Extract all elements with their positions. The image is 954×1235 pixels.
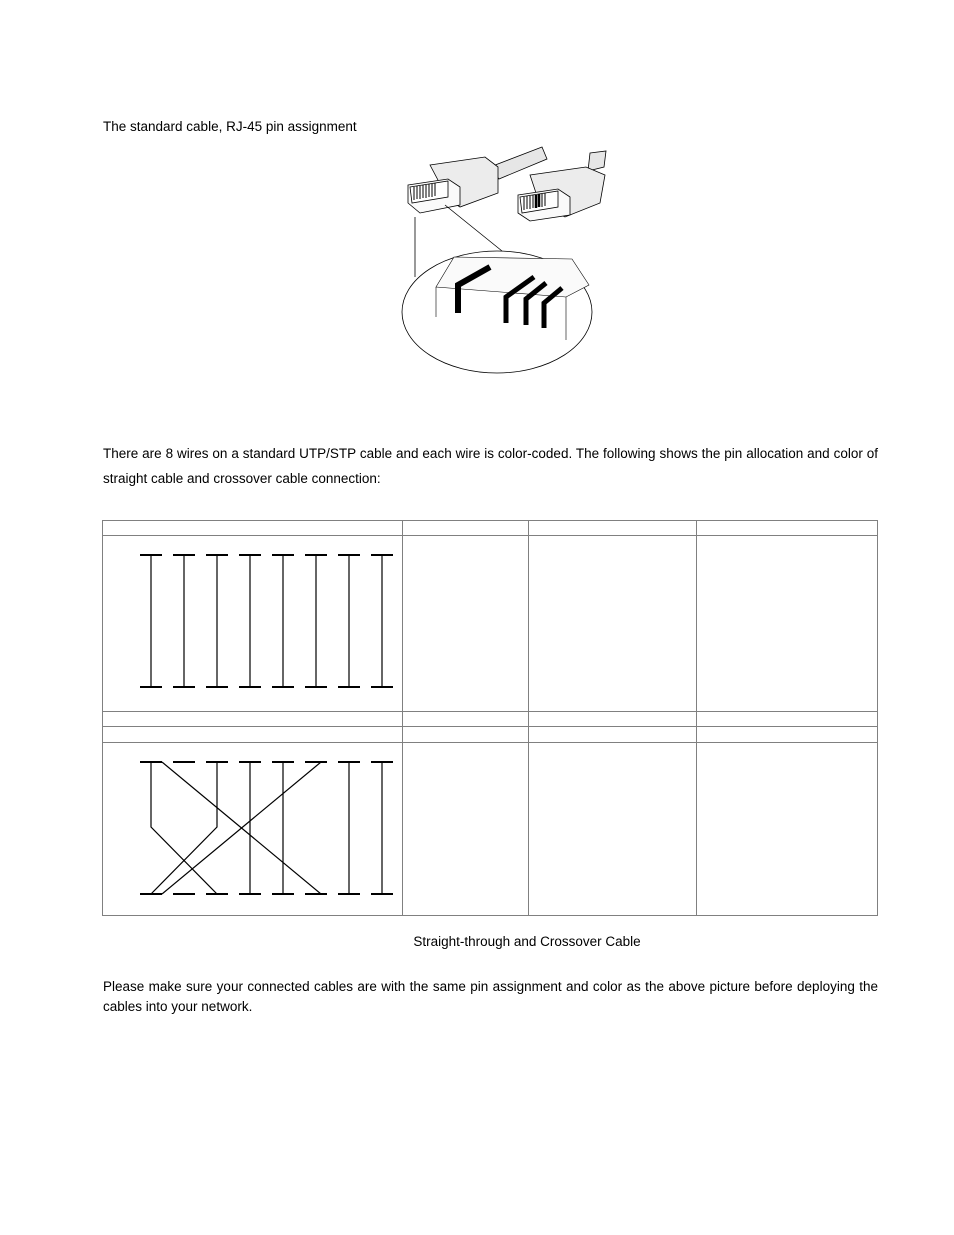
wire (151, 762, 217, 894)
rj45-connector-icon (390, 145, 610, 380)
paragraph-1: There are 8 wires on a standard UTP/STP cable and each wire is color-coded. The following shows the pin allocation and color of straight cable and crossover cable connection: (103, 446, 878, 486)
figure-caption: Straight-through and Crossover Cable (413, 934, 641, 949)
straight-through-diagram (140, 555, 393, 687)
pin-table (100, 518, 880, 920)
table-grid (103, 521, 878, 916)
paragraph-2: Please make sure your connected cables are with the same pin assignment and color as the above picture before deploying the cables into your network. (103, 979, 878, 1014)
wire (151, 762, 217, 894)
leader-line (445, 205, 502, 251)
intro-text: The standard cable, RJ-45 pin assignment (103, 119, 357, 134)
crossover-diagram (140, 762, 393, 894)
